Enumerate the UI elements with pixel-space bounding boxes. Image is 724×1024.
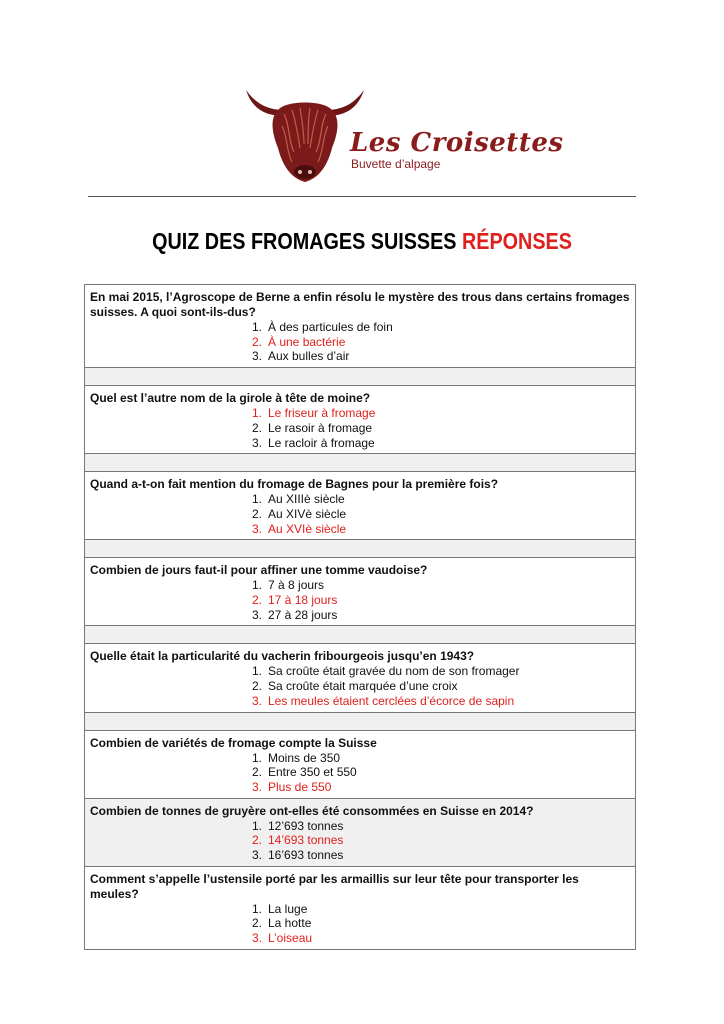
answer-number: 3. xyxy=(251,693,262,708)
answer-item-correct xyxy=(90,833,630,848)
question-text: Comment s’appelle l’ustensile porté par les armaillis sur leur tête pour transporter les meules? xyxy=(90,871,579,901)
answer-item xyxy=(90,608,630,623)
quiz-table xyxy=(84,284,636,950)
page-title-highlight: RÉPONSES xyxy=(462,228,572,254)
answer-text: Aux bulles d’air xyxy=(268,349,350,364)
answer-number: 1. xyxy=(251,750,262,765)
answer-text: 7 à 8 jours xyxy=(268,578,325,593)
question-row xyxy=(85,798,636,866)
answer-list xyxy=(90,406,630,450)
answer-text: Le racloir à fromage xyxy=(268,435,375,450)
separator-cell xyxy=(85,454,636,472)
answer-item xyxy=(90,320,630,335)
question-cell xyxy=(85,386,636,454)
answer-item xyxy=(90,492,630,507)
brand-subtitle: Buvette d’alpage xyxy=(351,157,441,171)
answer-number: 2. xyxy=(251,334,262,349)
answer-item xyxy=(90,507,630,522)
question-text: Combien de jours faut-il pour affiner une tomme vaudoise? xyxy=(90,563,428,578)
answer-list xyxy=(90,320,630,364)
separator-row xyxy=(85,540,636,558)
header-divider xyxy=(88,196,636,197)
answer-text: Sa croûte était gravée du nom de son fromager xyxy=(268,664,520,679)
answer-number: 1. xyxy=(251,406,262,421)
answer-item-correct xyxy=(90,406,630,421)
question-text: Combien de tonnes de gruyère ont-elles été consommées en Suisse en 2014? xyxy=(90,803,534,818)
separator-cell xyxy=(85,626,636,644)
answer-text: À des particules de foin xyxy=(268,320,393,334)
answer-item xyxy=(90,819,630,834)
answer-number: 1. xyxy=(251,818,262,833)
answer-number: 3. xyxy=(251,848,262,863)
answer-text: Le friseur à fromage xyxy=(268,406,376,421)
answer-list xyxy=(90,819,630,863)
answer-text: Sa croûte était marquée d’une croix xyxy=(268,679,458,694)
answer-number: 2. xyxy=(251,916,262,931)
answer-item xyxy=(90,349,630,364)
brand-logo xyxy=(238,86,564,186)
answer-number: 3. xyxy=(251,435,262,450)
answer-item xyxy=(90,916,630,931)
answer-item xyxy=(90,751,630,766)
answer-text: Plus de 550 xyxy=(268,779,332,794)
answer-text: 17 à 18 jours xyxy=(268,593,338,608)
question-row xyxy=(85,285,636,368)
question-cell xyxy=(85,866,636,949)
answer-item xyxy=(90,664,630,679)
answer-number: 3. xyxy=(251,521,262,536)
answer-number: 1. xyxy=(251,578,262,593)
page-title xyxy=(51,228,674,255)
answer-number: 3. xyxy=(251,349,262,364)
answer-text: Le rasoir à fromage xyxy=(268,420,373,435)
question-row xyxy=(85,644,636,712)
answer-list xyxy=(90,492,630,536)
answer-number: 1. xyxy=(251,664,262,679)
question-cell xyxy=(85,798,636,866)
separator-row xyxy=(85,712,636,730)
page-title-main: QUIZ DES FROMAGES SUISSES xyxy=(152,228,457,254)
answer-number: 2. xyxy=(251,593,262,608)
answer-number: 1. xyxy=(251,492,262,507)
answer-number: 3. xyxy=(251,607,262,622)
answer-item xyxy=(90,765,630,780)
answer-number: 2. xyxy=(251,833,262,848)
answer-list xyxy=(90,751,630,795)
answer-number: 3. xyxy=(251,779,262,794)
separator-cell xyxy=(85,368,636,386)
question-row xyxy=(85,730,636,798)
answer-text: 14’693 tonnes xyxy=(268,833,344,848)
answer-number: 1. xyxy=(251,901,262,916)
separator-row xyxy=(85,368,636,386)
answer-text: Au XVIè siècle xyxy=(268,521,347,536)
separator-cell xyxy=(85,540,636,558)
question-text: Combien de variétés de fromage compte la Suisse xyxy=(90,735,377,750)
answer-number: 1. xyxy=(251,320,262,334)
answer-text: La hotte xyxy=(268,916,312,931)
highland-cow-icon xyxy=(238,86,368,186)
answer-item xyxy=(90,902,630,917)
separator-row xyxy=(85,626,636,644)
answer-item-correct xyxy=(90,522,630,537)
question-cell xyxy=(85,730,636,798)
answer-item-correct xyxy=(90,780,630,795)
question-cell xyxy=(85,472,636,540)
brand-name: Les Croisettes xyxy=(350,128,564,158)
answer-text: 27 à 28 jours xyxy=(268,607,338,622)
question-cell xyxy=(85,558,636,626)
answer-item-correct xyxy=(90,335,630,350)
answer-text: Moins de 350 xyxy=(268,750,341,765)
answer-text: 16’693 tonnes xyxy=(268,848,344,863)
question-row xyxy=(85,386,636,454)
answer-list xyxy=(90,902,630,946)
answer-item xyxy=(90,421,630,436)
question-text: Quelle était la particularité du vacherin fribourgeois jusqu’en 1943? xyxy=(90,649,475,664)
answer-item xyxy=(90,436,630,451)
answer-item-correct xyxy=(90,593,630,608)
question-text: Quand a-t-on fait mention du fromage de Bagnes pour la première fois? xyxy=(90,477,499,492)
answer-item-correct xyxy=(90,931,630,946)
answer-text: 12’693 tonnes xyxy=(268,818,344,833)
answer-item xyxy=(90,578,630,593)
separator-row xyxy=(85,454,636,472)
answer-list xyxy=(90,664,630,708)
question-row xyxy=(85,866,636,949)
answer-item xyxy=(90,679,630,694)
separator-cell xyxy=(85,712,636,730)
answer-number: 3. xyxy=(251,931,262,946)
answer-text: Entre 350 et 550 xyxy=(268,765,357,780)
question-text: En mai 2015, l’Agroscope de Berne a enfin résolu le mystère des trous dans certains fromages suisses. A quoi sont-ils-dus? xyxy=(90,290,630,319)
answer-text: Au XIVè siècle xyxy=(268,506,347,521)
answer-item xyxy=(90,848,630,863)
answer-list xyxy=(90,578,630,622)
answer-number: 2. xyxy=(251,506,262,521)
answer-text: L’oiseau xyxy=(268,931,313,946)
question-cell xyxy=(85,644,636,712)
answer-text: À une bactérie xyxy=(268,334,346,349)
answer-item-correct xyxy=(90,694,630,709)
answer-text: La luge xyxy=(268,901,308,916)
answer-number: 2. xyxy=(251,679,262,694)
answer-number: 2. xyxy=(251,420,262,435)
answer-text: Les meules étaient cerclées d’écorce de sapin xyxy=(268,693,515,708)
answer-text: Au XIIIè siècle xyxy=(268,492,345,507)
question-row xyxy=(85,472,636,540)
question-row xyxy=(85,558,636,626)
question-cell xyxy=(85,285,636,368)
answer-number: 2. xyxy=(251,765,262,780)
question-text: Quel est l’autre nom de la girole à tête de moine? xyxy=(90,391,371,406)
